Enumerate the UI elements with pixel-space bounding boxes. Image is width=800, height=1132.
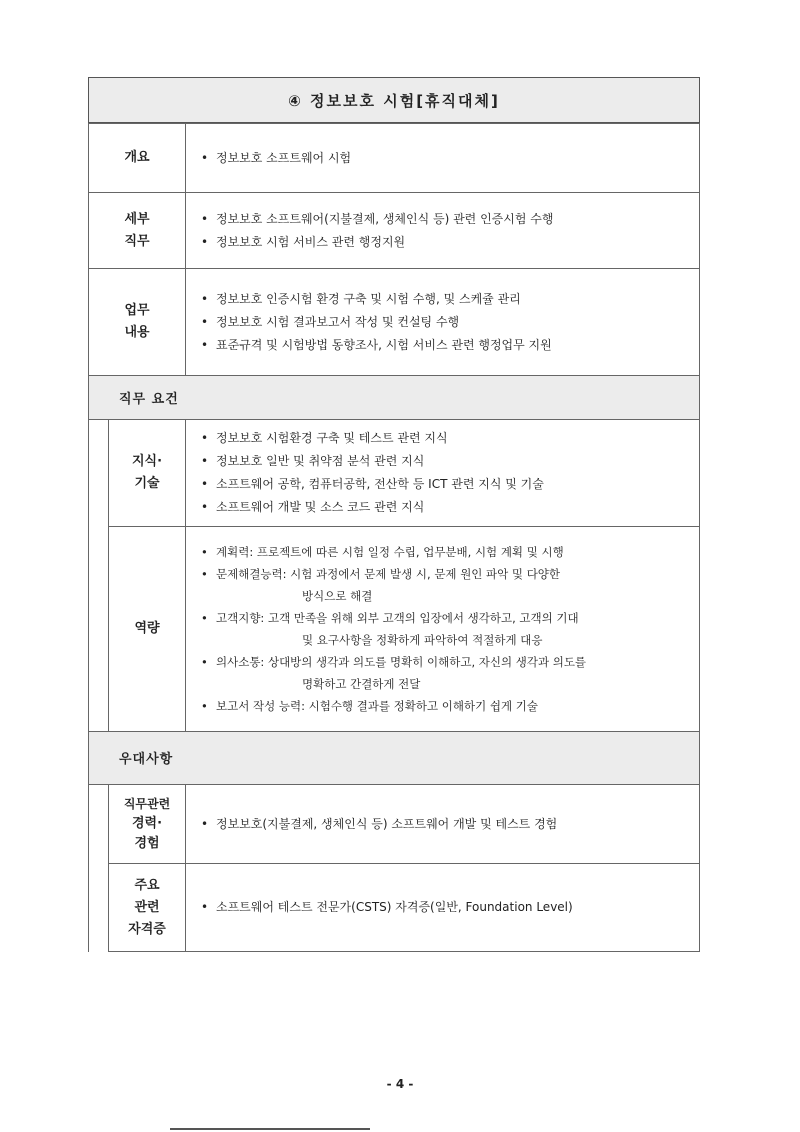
list-item: • 정보보호 소프트웨어 시험 xyxy=(200,147,699,170)
list-item: • 정보보호 인증시험 환경 구축 및 시험 수행, 및 스케쥴 관리 xyxy=(200,288,699,311)
overview-label: 개요 xyxy=(89,124,186,192)
detail-duties-row xyxy=(88,192,700,269)
competency-content xyxy=(186,527,699,731)
overview-content xyxy=(186,124,699,192)
experience-label: 직무관련 경력· 경험 xyxy=(109,785,186,863)
work-content-row xyxy=(88,268,700,376)
list-item: • 표준규격 및 시험방법 동향조사, 시험 서비스 관련 행정업무 지원 xyxy=(200,334,699,357)
requirements-header: 직무 요건 xyxy=(88,375,700,420)
list-item: • 보고서 작성 능력: 시험수행 결과를 정확하고 이해하기 쉽게 기술 xyxy=(200,695,699,717)
list-item: • 정보보호 시험 서비스 관련 행정지원 xyxy=(200,231,699,254)
list-item: • 의사소통: 상대방의 생각과 의도를 명확히 이해하고, 자신의 생각과 의도를 명확하고 간결하게 전달 xyxy=(200,651,699,695)
list-item: • 정보보호 시험 결과보고서 작성 및 컨설팅 수행 xyxy=(200,311,699,334)
competency-label: 역량 xyxy=(109,527,186,731)
detail-duties-label: 세부 직무 xyxy=(89,193,186,268)
certificates-label: 주요 관련 자격증 xyxy=(109,864,186,951)
list-item: • 정보보호 일반 및 취약점 분석 관련 지식 xyxy=(200,450,699,473)
experience-row xyxy=(108,784,700,864)
knowledge-label: 지식· 기술 xyxy=(109,420,186,526)
work-content-content xyxy=(186,269,699,375)
experience-content xyxy=(186,785,699,863)
list-item: • 고객지향: 고객 만족을 위해 외부 고객의 입장에서 생각하고, 고객의 기대 및 요구사항을 정확하게 파악하여 적절하게 대응 xyxy=(200,607,699,651)
indent-border xyxy=(88,784,108,952)
page-number: - 4 - xyxy=(386,1077,414,1091)
indent-border xyxy=(88,419,108,731)
list-item: • 정보보호 소프트웨어(지불결제, 생체인식 등) 관련 인증시험 수행 xyxy=(200,208,699,231)
knowledge-row xyxy=(108,419,700,527)
overview-row xyxy=(88,123,700,193)
list-item: • 문제해결능력: 시험 과정에서 문제 발생 시, 문제 원인 파악 및 다양한 방식으로 해결 xyxy=(200,563,699,607)
footer-divider xyxy=(170,1128,370,1130)
certificates-content xyxy=(186,864,699,951)
table-title: ④ 정보보호 시험[휴직대체] xyxy=(88,77,700,123)
list-item: • 소프트웨어 테스트 전문가(CSTS) 자격증(일반, Foundation Level) xyxy=(200,896,699,919)
list-item: • 정보보호 시험환경 구축 및 테스트 관련 지식 xyxy=(200,427,699,450)
competency-row xyxy=(108,526,700,732)
certificates-row xyxy=(108,863,700,952)
list-item: • 소프트웨어 공학, 컴퓨터공학, 전산학 등 ICT 관련 지식 및 기술 xyxy=(200,473,699,496)
work-content-label: 업무 내용 xyxy=(89,269,186,375)
list-item: • 계획력: 프로젝트에 따른 시험 일정 수립, 업무분배, 시험 계획 및 시행 xyxy=(200,541,699,563)
detail-duties-content xyxy=(186,193,699,268)
knowledge-content xyxy=(186,420,699,526)
list-item: • 소프트웨어 개발 및 소스 코드 관련 지식 xyxy=(200,496,699,519)
preferences-header: 우대사항 xyxy=(88,731,700,785)
list-item: • 정보보호(지불결제, 생체인식 등) 소프트웨어 개발 및 테스트 경험 xyxy=(200,813,699,836)
